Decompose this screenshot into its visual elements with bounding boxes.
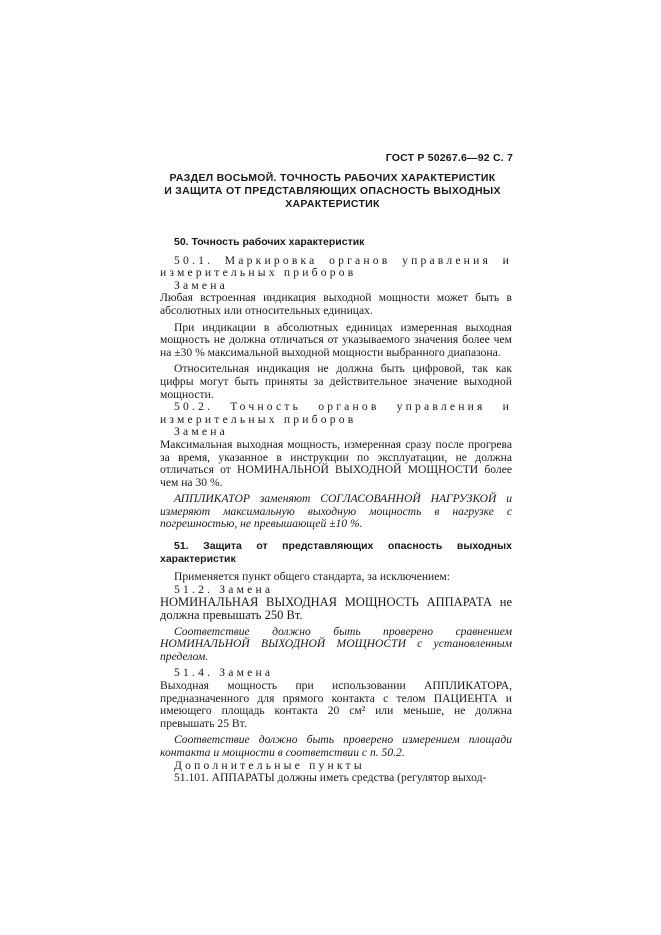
clause-51-101-para: 51.101. АППАРАТЫ должны иметь средства (регулятор выход- [174, 771, 487, 785]
clause-50-2-test: АППЛИКАТОР заменяют СОГЛАСОВАННОЙ НАГРУЗКОЙ и измеряют максимальную выходную мощность в нагрузке с погрешностью, не превышающей ±10 %. [160, 492, 512, 531]
clause-50-1-title: 50.1. Маркировка органов управления и измерительных приборов [160, 253, 512, 280]
clause-50-1-label: Замена [174, 278, 228, 292]
section-title-line: ХАРАКТЕРИСТИК [285, 198, 380, 210]
clause-51-intro: Применяется пункт общего стандарта, за исключением: [174, 570, 450, 584]
section-title-line: И ЗАЩИТА ОТ ПРЕДСТАВЛЯЮЩИХ ОПАСНОСТЬ ВЫХОДНЫХ [164, 185, 501, 197]
page-header: ГОСТ Р 50267.6—92 С. 7 [385, 152, 513, 164]
clause-51-2-title: 51.2. Замена [174, 582, 274, 596]
clause-50-1-para: Относительная индикация не должна быть цифровой, так как цифры могут быть приняты за действительное значение выходной мощности. [160, 362, 512, 401]
additional-clauses-label: Дополнительные пункты [174, 758, 365, 772]
clause-50-2-label: Замена [174, 425, 228, 439]
clause-51-4-para: Выходная мощность при использовании АППЛИКАТОРА, предназначенного для прямого контакта с телом ПАЦИЕНТА и имеющего площадь контакта 20 см² или меньше, не должна превышать 25 Вт. [160, 679, 512, 730]
clause-51-4-test: Соответствие должно быть проверено измерением площади контакта и мощности в соответствии с п. 50.2. [160, 733, 512, 759]
clause-50-1-para: При индикации в абсолютных единицах измеренная выходная мощность не должна отличаться от указываемого значения более чем на ±30 % максимальной выходной мощности выбранного диапазона. [160, 320, 512, 359]
clause-50-heading: 50. Точность рабочих характеристик [174, 236, 365, 248]
clause-51-4-title: 51.4. Замена [174, 666, 274, 680]
clause-51-heading: 51. Защита от представляющих опасность выходных характеристик [160, 540, 512, 565]
clause-51-2-para: НОМИНАЛЬНАЯ ВЫХОДНАЯ МОЩНОСТЬ АППАРАТА не должна превышать 250 Вт. [160, 595, 512, 623]
clause-50-2-title: 50.2. Точность органов управления и измерительных приборов [160, 400, 512, 426]
clause-50-2-para: Максимальная выходная мощность, измеренная сразу после прогрева за время, указанное в инструкции по эксплуатации, не должна отличаться от НОМИНАЛЬНОЙ ВЫХОДНОЙ МОЩНОСТИ более чем на 30 %. [160, 437, 512, 489]
section-title-line: РАЗДЕЛ ВОСЬМОЙ. ТОЧНОСТЬ РАБОЧИХ ХАРАКТЕРИСТИК [169, 172, 496, 184]
document-body [160, 236, 512, 785]
section-title [160, 172, 505, 211]
clause-51-2-test: Соответствие должно быть проверено сравнением НОМИНАЛЬНОЙ ВЫХОДНОЙ МОЩНОСТИ с установленным пределом. [160, 624, 512, 663]
clause-50-1-para: Любая встроенная индикация выходной мощности может быть в абсолютных или относительных единицах. [160, 291, 512, 317]
